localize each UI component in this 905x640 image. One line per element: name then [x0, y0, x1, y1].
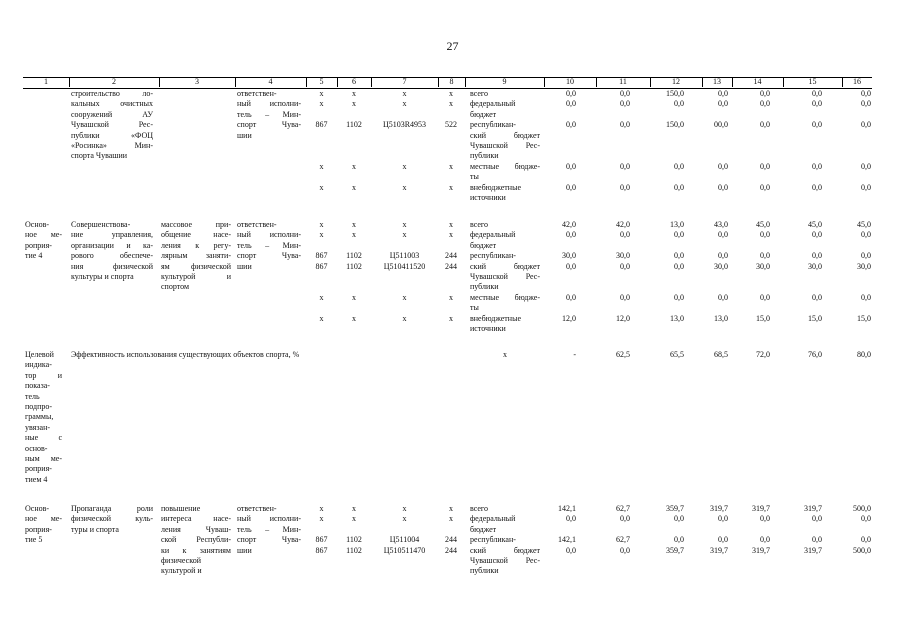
funding-source: всего	[470, 220, 489, 229]
funding-source: источники	[470, 324, 506, 333]
value-cell: 0,0	[620, 89, 630, 98]
header-cell: 11	[619, 77, 627, 86]
value-cell: 319,7	[804, 545, 822, 555]
value-cell: 0,0	[718, 535, 728, 545]
value-cell: 0,0	[760, 120, 770, 130]
measure-number: тие 4	[25, 251, 43, 261]
header-cell: 9	[502, 77, 507, 86]
code-cell: 867	[315, 251, 328, 261]
value-cell: 0,0	[718, 99, 728, 109]
value-cell: 45,0	[857, 220, 871, 229]
code-cell: х	[352, 292, 356, 302]
value-cell: 359,7	[666, 504, 684, 513]
code-cell: х	[319, 99, 324, 109]
value-cell: 15,0	[756, 313, 770, 323]
value-cell: 150,0	[666, 120, 684, 130]
code-cell: 244	[445, 251, 457, 261]
value-cell: 62,7	[616, 504, 630, 513]
funding-source: внебюджетные	[470, 313, 521, 323]
funding-source: бюджет	[470, 240, 497, 250]
value-cell: 0,0	[566, 514, 576, 524]
indicator-label: роприя-	[25, 464, 52, 474]
value-cell: 0,0	[812, 292, 822, 302]
funding-source: публики	[470, 151, 499, 161]
code-cell: х	[352, 504, 356, 513]
value-cell: 0,0	[674, 230, 684, 240]
funding-source: бюджет	[470, 524, 497, 534]
value-cell: 0,0	[812, 182, 822, 192]
code-cell: 244	[445, 535, 457, 545]
funding-source: публики	[470, 566, 499, 576]
responsible-executor: ный исполни-	[237, 230, 301, 240]
value-cell: 0,0	[812, 230, 822, 240]
header-cell: 12	[672, 77, 680, 86]
funding-source: местные бюдже-	[470, 161, 540, 171]
value-cell: 0,0	[760, 99, 770, 109]
measure-name: организации и ка-	[71, 240, 153, 250]
value-cell: 0,0	[620, 292, 630, 302]
value-cell: 319,7	[804, 504, 822, 513]
value-cell: 0,0	[566, 261, 576, 271]
code-cell: х	[319, 230, 324, 240]
code-cell: х	[449, 230, 453, 240]
value-cell: 319,7	[710, 504, 728, 513]
value-cell: -	[573, 350, 576, 359]
expected-result: ления Чуваш-	[161, 524, 231, 534]
value-cell: 30,0	[808, 261, 822, 271]
funding-source: ты	[470, 303, 479, 313]
value-cell: 319,7	[752, 545, 770, 555]
value-cell: 0,0	[861, 120, 871, 130]
code-cell: х	[402, 182, 407, 192]
value-cell: 0,0	[812, 514, 822, 524]
measure-number: тие 5	[25, 535, 43, 545]
code-cell: х	[402, 230, 407, 240]
value-cell: 319,7	[710, 545, 728, 555]
code-cell: х	[352, 182, 356, 192]
expected-result: культурой и	[161, 272, 231, 281]
measure-name: сооружений АУ	[71, 109, 153, 119]
measure-name: строительство ло-	[71, 89, 153, 98]
code-cell: 522	[445, 120, 457, 130]
code-cell: х	[449, 220, 453, 229]
funding-source: всего	[470, 504, 489, 513]
funding-source: республикан-	[470, 120, 516, 130]
code-cell: 867	[315, 120, 328, 130]
expected-result: общение насе-	[161, 230, 231, 240]
measure-name: «Росинка» Мин-	[71, 141, 153, 150]
value-cell: 0,0	[861, 292, 871, 302]
code-cell: х	[319, 313, 324, 323]
funding-source: федеральный	[470, 514, 516, 524]
value-cell: 0,0	[760, 230, 770, 240]
funding-source: ский бюджет	[470, 130, 540, 140]
measure-name: физической куль-	[71, 514, 153, 524]
code-cell: х	[402, 99, 407, 109]
value-cell: 15,0	[857, 313, 871, 323]
value-cell: 0,0	[760, 292, 770, 302]
value-cell: 65,5	[670, 350, 684, 359]
value-cell: 30,0	[756, 261, 770, 271]
funding-source: федеральный	[470, 99, 516, 109]
value-cell: 0,0	[566, 89, 576, 98]
code-cell: х	[319, 89, 324, 98]
funding-source: республикан-	[470, 535, 516, 545]
measure-name: Совершенствова-	[71, 220, 131, 229]
measure-name: ния физической	[71, 261, 153, 271]
measure-number: роприя-	[25, 240, 52, 250]
value-cell: 0,0	[566, 120, 576, 130]
value-cell: 12,0	[562, 313, 576, 323]
header-cell: 13	[713, 77, 721, 86]
value-cell: 42,0	[616, 220, 630, 229]
value-cell: 0,0	[760, 514, 770, 524]
responsible-executor: ответствен-	[237, 89, 277, 98]
responsible-executor: шии	[237, 261, 252, 271]
header-cell: 5	[319, 77, 324, 86]
code-cell: х	[319, 514, 324, 524]
value-cell: 0,0	[718, 292, 728, 302]
value-cell: 30,0	[562, 251, 576, 261]
code-cell: х	[352, 89, 356, 98]
indicator-label: индика-	[25, 360, 52, 370]
code-cell: х	[449, 99, 453, 109]
code-cell: х	[352, 514, 356, 524]
expected-result: культурой и	[161, 566, 202, 576]
code-cell: Ц511003	[389, 251, 420, 261]
expected-result: физической	[161, 556, 201, 565]
code-cell: х	[352, 161, 356, 171]
code-cell: х	[352, 313, 356, 323]
value-cell: 13,0	[714, 313, 728, 323]
code-cell: Ц510511470	[383, 545, 426, 555]
value-cell: 0,0	[861, 89, 871, 98]
expected-result: лярным заняти-	[161, 251, 231, 261]
value-cell: 62,7	[616, 535, 630, 545]
value-cell: 76,0	[808, 350, 822, 359]
value-cell: 0,0	[674, 261, 684, 271]
value-cell: 0,0	[620, 182, 630, 192]
indicator-label: основ-	[25, 443, 48, 453]
value-cell: 0,0	[566, 230, 576, 240]
measure-name: кальных очистных	[71, 99, 153, 109]
code-cell: х	[319, 504, 324, 513]
expected-result: ям физической	[161, 261, 231, 271]
indicator-label: показа-	[25, 381, 50, 391]
value-cell: 0,0	[620, 514, 630, 524]
value-cell: 0,0	[812, 120, 822, 130]
value-cell: 0,0	[566, 292, 576, 302]
measure-name: рового обеспече-	[71, 251, 153, 261]
value-cell: 45,0	[756, 220, 770, 229]
header-cell: 2	[112, 77, 116, 86]
code-cell: Ц5103R4953	[382, 120, 427, 130]
code-cell: х	[352, 220, 356, 229]
code-cell: 1102	[346, 120, 362, 130]
responsible-executor: спорт Чува-	[237, 251, 301, 261]
value-cell: 15,0	[808, 313, 822, 323]
indicator-label: тием 4	[25, 474, 48, 484]
value-cell: 0,0	[718, 182, 728, 192]
value-cell: 62,5	[616, 350, 630, 359]
indicator-label: тель	[25, 391, 40, 401]
expected-result: ления к регу-	[161, 240, 231, 250]
expected-result: ки к занятиям	[161, 545, 231, 555]
value-cell: 0,0	[718, 514, 728, 524]
value-cell: 30,0	[616, 251, 630, 261]
value-cell: 0,0	[718, 251, 728, 261]
code-cell: 1102	[346, 261, 362, 271]
responsible-executor: ответствен-	[237, 504, 277, 513]
value-cell: 0,0	[718, 230, 728, 240]
value-cell: 0,0	[620, 120, 630, 130]
code-cell: х	[449, 313, 453, 323]
header-cell: 14	[753, 77, 762, 86]
measure-number: ное ме-	[25, 230, 62, 240]
header-cell: 16	[853, 77, 861, 86]
value-cell: 0,0	[620, 99, 630, 109]
code-cell: х	[319, 161, 324, 171]
code-cell: х	[449, 89, 453, 98]
value-cell: 0,0	[760, 182, 770, 192]
measure-number: Основ-	[25, 504, 50, 513]
page-number: 27	[446, 39, 459, 53]
value-cell: 0,0	[674, 292, 684, 302]
measure-number: роприя-	[25, 524, 52, 534]
value-cell: 0,0	[861, 230, 871, 240]
measure-name: ние управления,	[71, 230, 153, 240]
value-cell: 142,1	[558, 504, 576, 513]
value-cell: 0,0	[760, 89, 770, 98]
code-cell: х	[503, 350, 507, 359]
code-cell: 867	[315, 545, 328, 555]
indicator-label: увязан-	[25, 422, 51, 432]
code-cell: х	[402, 161, 407, 171]
value-cell: 45,0	[808, 220, 822, 229]
value-cell: 150,0	[666, 89, 684, 98]
header-cell: 1	[44, 77, 48, 86]
funding-source: федеральный	[470, 230, 516, 240]
value-cell: 0,0	[718, 89, 728, 98]
funding-source: ты	[470, 172, 479, 182]
value-cell: 0,0	[861, 535, 871, 545]
value-cell: 0,0	[620, 161, 630, 171]
code-cell: х	[319, 220, 324, 229]
expected-result: ской Республи-	[161, 535, 231, 545]
measure-name: Пропаганда роли	[71, 504, 153, 513]
code-cell: х	[402, 89, 407, 98]
value-cell: 500,0	[853, 504, 871, 513]
code-cell: х	[402, 514, 407, 524]
value-cell: 0,0	[566, 99, 576, 109]
value-cell: 0,0	[812, 99, 822, 109]
indicator-label: Целевой	[25, 350, 54, 359]
header-cell: 15	[808, 77, 817, 86]
responsible-executor: ответствен-	[237, 220, 277, 229]
responsible-executor: шии	[237, 545, 252, 555]
code-cell: х	[352, 99, 356, 109]
value-cell: 0,0	[674, 535, 684, 545]
measure-name: Чувашской Рес-	[71, 120, 153, 130]
code-cell: х	[319, 292, 324, 302]
code-cell: х	[449, 514, 453, 524]
value-cell: 0,0	[566, 545, 576, 555]
measure-name: туры и спорта	[71, 524, 119, 534]
code-cell: 867	[315, 261, 328, 271]
code-cell: 244	[445, 261, 457, 271]
code-cell: х	[449, 292, 453, 302]
indicator-label: тор и	[25, 370, 62, 380]
code-cell: 1102	[346, 545, 362, 555]
measure-name: публики «ФОЦ	[71, 130, 153, 140]
funding-source: Чувашской Рес-	[470, 272, 540, 281]
funding-source: внебюджетные	[470, 182, 521, 192]
value-cell: 0,0	[812, 161, 822, 171]
funding-source: местные бюдже-	[470, 292, 540, 302]
code-cell: Ц511004	[389, 535, 420, 545]
value-cell: 0,0	[861, 182, 871, 192]
responsible-executor: тель – Мин-	[237, 240, 301, 250]
indicator-label: подпро-	[25, 402, 53, 411]
code-cell: 244	[445, 545, 457, 555]
code-cell: 1102	[346, 535, 362, 545]
code-cell: х	[449, 182, 453, 192]
expected-result: спортом	[161, 282, 190, 292]
code-cell: х	[402, 504, 407, 513]
funding-source: бюджет	[470, 109, 497, 119]
value-cell: 68,5	[714, 350, 728, 359]
value-cell: 0,0	[861, 161, 871, 171]
value-cell: 0,0	[620, 261, 630, 271]
responsible-executor: ный исполни-	[237, 514, 301, 524]
code-cell: Ц510411520	[383, 261, 426, 271]
value-cell: 0,0	[620, 230, 630, 240]
value-cell: 0,0	[566, 182, 576, 192]
value-cell: 13,0	[670, 220, 684, 229]
expected-result: массовое при-	[161, 220, 231, 229]
value-cell: 30,0	[857, 261, 871, 271]
value-cell: 0,0	[861, 514, 871, 524]
code-cell: х	[352, 230, 356, 240]
funding-source: ский бюджет	[470, 261, 540, 271]
measure-name: спорта Чувашии	[71, 151, 128, 161]
funding-source: Чувашской Рес-	[470, 141, 540, 150]
value-cell: 359,7	[666, 545, 684, 555]
funding-source: всего	[470, 89, 489, 98]
code-cell: х	[402, 220, 407, 229]
value-cell: 0,0	[674, 161, 684, 171]
value-cell: 500,0	[853, 545, 871, 555]
value-cell: 0,0	[861, 251, 871, 261]
funding-source: источники	[470, 193, 506, 202]
value-cell: 12,0	[616, 313, 630, 323]
value-cell: 42,0	[562, 220, 576, 229]
code-cell: х	[402, 292, 407, 302]
header-cell: 6	[352, 77, 356, 86]
value-cell: 72,0	[756, 350, 770, 359]
code-cell: х	[319, 182, 324, 192]
value-cell: 319,7	[752, 504, 770, 513]
value-cell: 0,0	[861, 99, 871, 109]
value-cell: 0,0	[674, 99, 684, 109]
value-cell: 0,0	[674, 182, 684, 192]
funding-source: республикан-	[470, 251, 516, 261]
code-cell: 1102	[346, 251, 362, 261]
code-cell: 867	[315, 535, 328, 545]
value-cell: 0,0	[812, 89, 822, 98]
value-cell: 0,0	[718, 161, 728, 171]
value-cell: 0,0	[566, 161, 576, 171]
value-cell: 0,0	[812, 251, 822, 261]
expected-result: повышение	[161, 504, 201, 513]
funding-source: публики	[470, 282, 499, 292]
funding-source: ский бюджет	[470, 545, 540, 555]
responsible-executor: спорт Чува-	[237, 535, 301, 545]
value-cell: 0,0	[760, 161, 770, 171]
indicator-label: ные с	[25, 433, 62, 443]
value-cell: 0,0	[674, 251, 684, 261]
funding-source: Чувашской Рес-	[470, 556, 540, 565]
code-cell: х	[449, 504, 453, 513]
value-cell: 80,0	[857, 350, 871, 359]
measure-number: Основ-	[25, 220, 50, 229]
header-cell: 4	[268, 77, 273, 86]
responsible-executor: спорт Чува-	[237, 120, 301, 130]
value-cell: 0,0	[620, 545, 630, 555]
responsible-executor: тель – Мин-	[237, 109, 301, 119]
value-cell: 0,0	[760, 251, 770, 261]
indicator-name: Эффективность использования существующих объектов спорта, %	[71, 350, 300, 359]
header-cell: 8	[449, 77, 454, 86]
expected-result: интереса насе-	[161, 514, 231, 524]
value-cell: 142,1	[558, 535, 576, 545]
indicator-label: граммы,	[25, 412, 54, 422]
value-cell: 30,0	[714, 261, 728, 271]
value-cell: 43,0	[714, 220, 728, 229]
measure-number: ное ме-	[25, 514, 62, 524]
code-cell: х	[402, 313, 407, 323]
measure-name: культуры и спорта	[71, 272, 134, 281]
value-cell: 13,0	[670, 313, 684, 323]
code-cell: х	[449, 161, 453, 171]
responsible-executor: шии	[237, 130, 252, 140]
value-cell: 0,0	[760, 535, 770, 545]
header-cell: 3	[195, 77, 199, 86]
responsible-executor: тель – Мин-	[237, 524, 301, 534]
header-cell: 7	[402, 77, 407, 86]
header-cell: 10	[566, 77, 574, 86]
value-cell: 0,0	[812, 535, 822, 545]
value-cell: 0,0	[674, 514, 684, 524]
indicator-label: ным ме-	[25, 454, 62, 463]
responsible-executor: ный исполни-	[237, 99, 301, 109]
value-cell: 00,0	[714, 120, 728, 130]
